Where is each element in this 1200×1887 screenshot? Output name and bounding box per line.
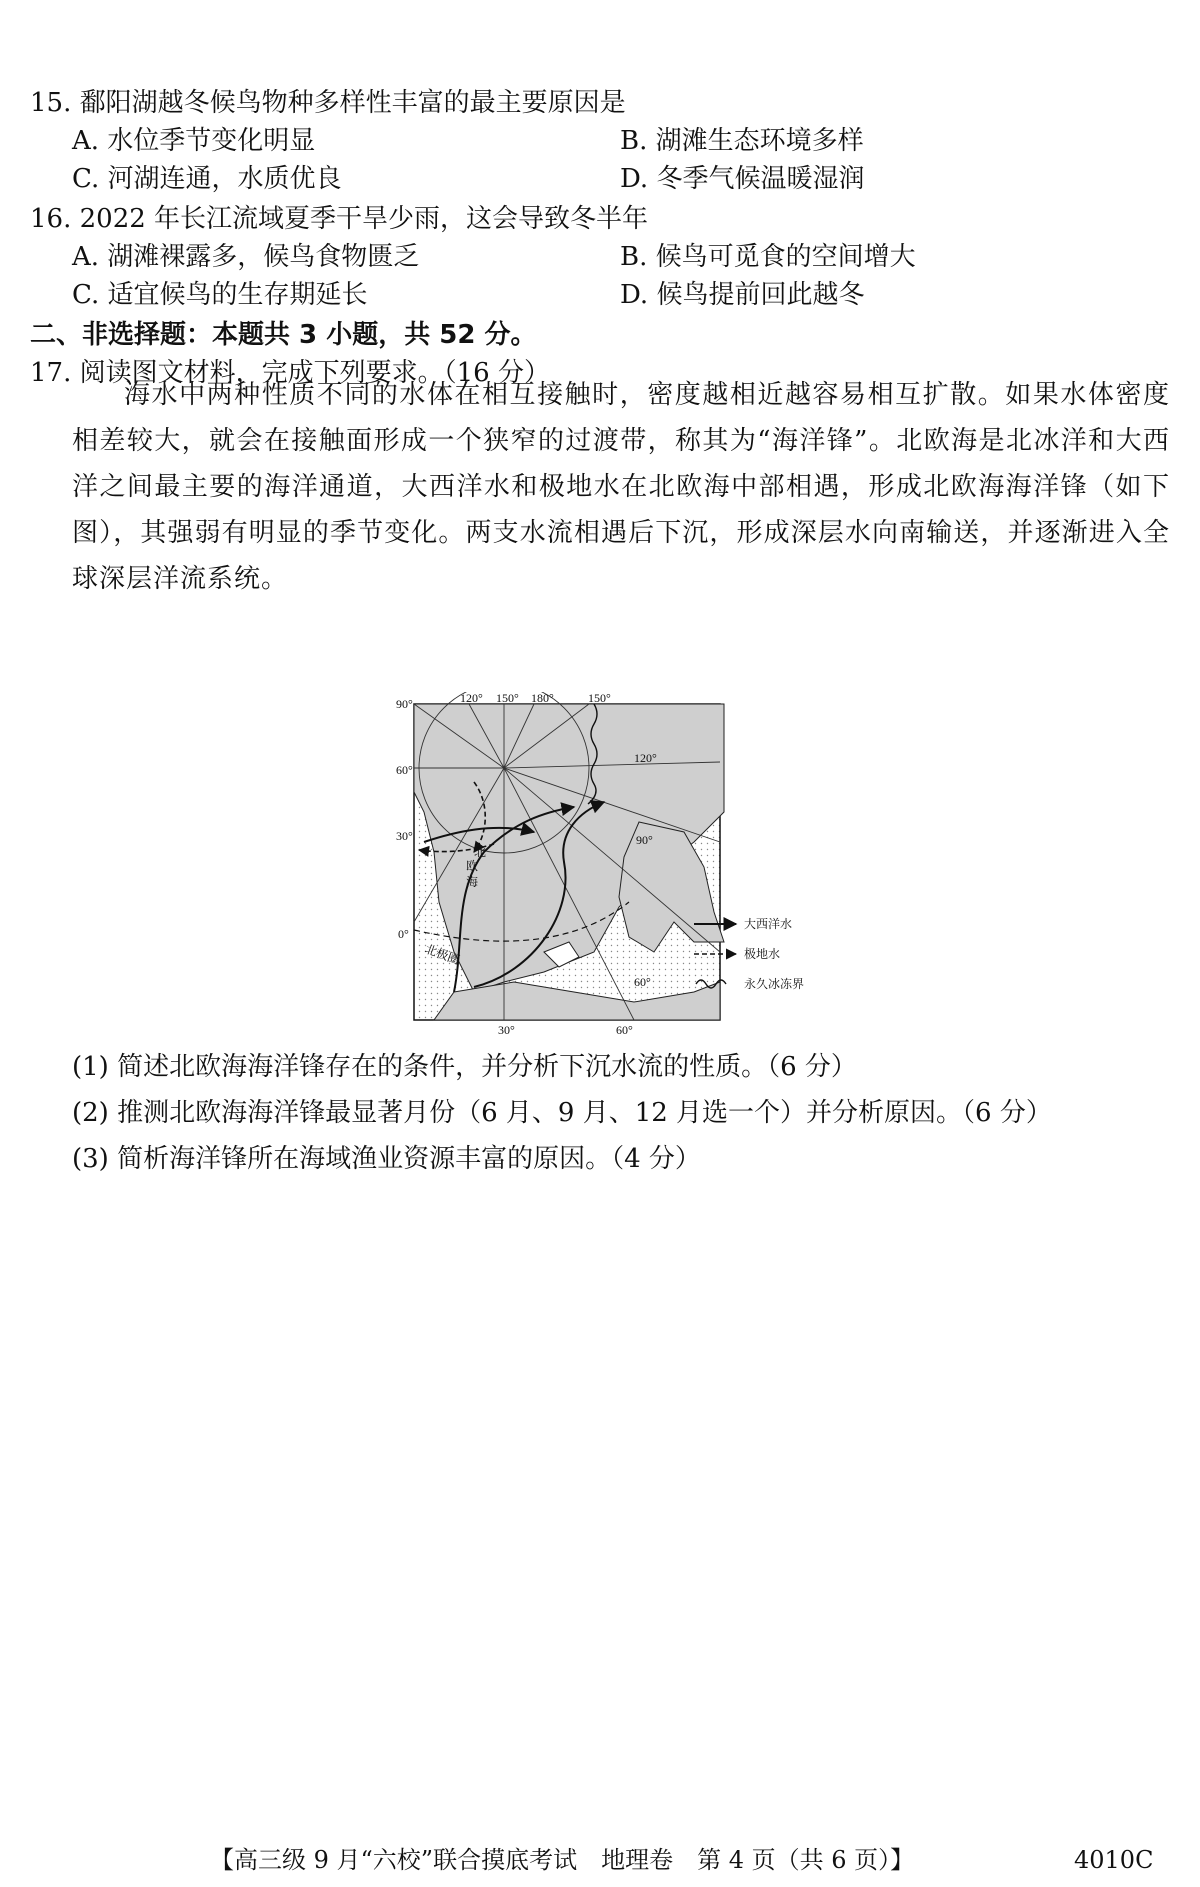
q17-stem: 17. 阅读图文材料，完成下列要求。（16 分） bbox=[30, 358, 550, 388]
q15-stem: 15. 鄱阳湖越冬候鸟物种多样性丰富的最主要原因是 bbox=[30, 88, 626, 118]
lat-label-0: 0° bbox=[398, 927, 409, 941]
lon-right-90: 90° bbox=[636, 833, 653, 847]
lon-top-150b: 150° bbox=[588, 692, 611, 705]
q15-option-d: D. 冬季气候温暖湿润 bbox=[620, 164, 865, 194]
legend-polar-label: 极地水 bbox=[744, 947, 781, 961]
legend-atlantic-label: 大西洋水 bbox=[744, 917, 793, 931]
q16-option-c: C. 适宜候鸟的生存期延长 bbox=[72, 280, 368, 310]
lon-top-120: 120° bbox=[460, 692, 483, 705]
lon-bottom-30: 30° bbox=[498, 1023, 515, 1037]
q16-stem: 16. 2022 年长江流域夏季干旱少雨，这会导致冬半年 bbox=[30, 204, 649, 234]
q15-option-a: A. 水位季节变化明显 bbox=[72, 126, 316, 156]
section-2-heading: 二、非选择题：本题共 3 小题，共 52 分。 bbox=[30, 320, 537, 350]
lon-bottom-60: 60° bbox=[616, 1023, 633, 1037]
arctic-circle-label: 北极圈 bbox=[422, 941, 462, 968]
footer-code: 4010C bbox=[1074, 1846, 1154, 1874]
q16-option-a: A. 湖滩裸露多，候鸟食物匮乏 bbox=[72, 242, 420, 272]
lat-label-30: 30° bbox=[396, 829, 413, 843]
q16-option-d: D. 候鸟提前回此越冬 bbox=[620, 280, 865, 310]
q15-option-b: B. 湖滩生态环境多样 bbox=[620, 126, 864, 156]
q16-option-b: B. 候鸟可觅食的空间增大 bbox=[620, 242, 916, 272]
legend-ice-label: 永久冰冻界 bbox=[744, 977, 805, 991]
lon-top-180: 180° bbox=[531, 692, 554, 705]
q17-subquestion-2: (2) 推测北欧海海洋锋最显著月份（6 月、9 月、12 月选一个）并分析原因。（6 分） bbox=[72, 1098, 1052, 1128]
q17-subquestion-3: (3) 简析海洋锋所在海域渔业资源丰富的原因。（4 分） bbox=[72, 1144, 701, 1174]
sea-label-hai: 海 bbox=[466, 875, 479, 889]
q17-subquestion-1: (1) 简述北欧海海洋锋存在的条件，并分析下沉水流的性质。（6 分） bbox=[72, 1052, 857, 1082]
q17-material-paragraph: 海水中两种性质不同的水体在相互接触时，密度越相近越容易相互扩散。如果水体密度相差较大，就会在接触面形成一个狭窄的过渡带，称其为“海洋锋”。北欧海是北冰洋和大西洋之间最主要的海洋通道，大西洋水和极地水在北欧海中部相遇，形成北欧海海洋锋（如下图），其强弱有明显的季节变化。两支水流相遇后下沉，形成深层水向南输送，并逐渐进入全球深层洋流系统。 bbox=[72, 380, 1170, 594]
nordic-seas-map bbox=[394, 692, 854, 1040]
lon-top-150: 150° bbox=[496, 692, 519, 705]
footer-title: 【高三级 9 月“六校”联合摸底考试 地理卷 第 4 页（共 6 页）】 bbox=[210, 1846, 915, 1874]
sea-label-bei: 北 bbox=[474, 845, 487, 859]
q15-option-c: C. 河湖连通，水质优良 bbox=[72, 164, 342, 194]
lon-right-120: 120° bbox=[634, 751, 657, 765]
lon-right-60: 60° bbox=[634, 975, 651, 989]
lat-label-60: 60° bbox=[396, 763, 413, 777]
sea-label-ou: 欧 bbox=[466, 859, 479, 873]
lat-label-90: 90° bbox=[396, 697, 413, 711]
